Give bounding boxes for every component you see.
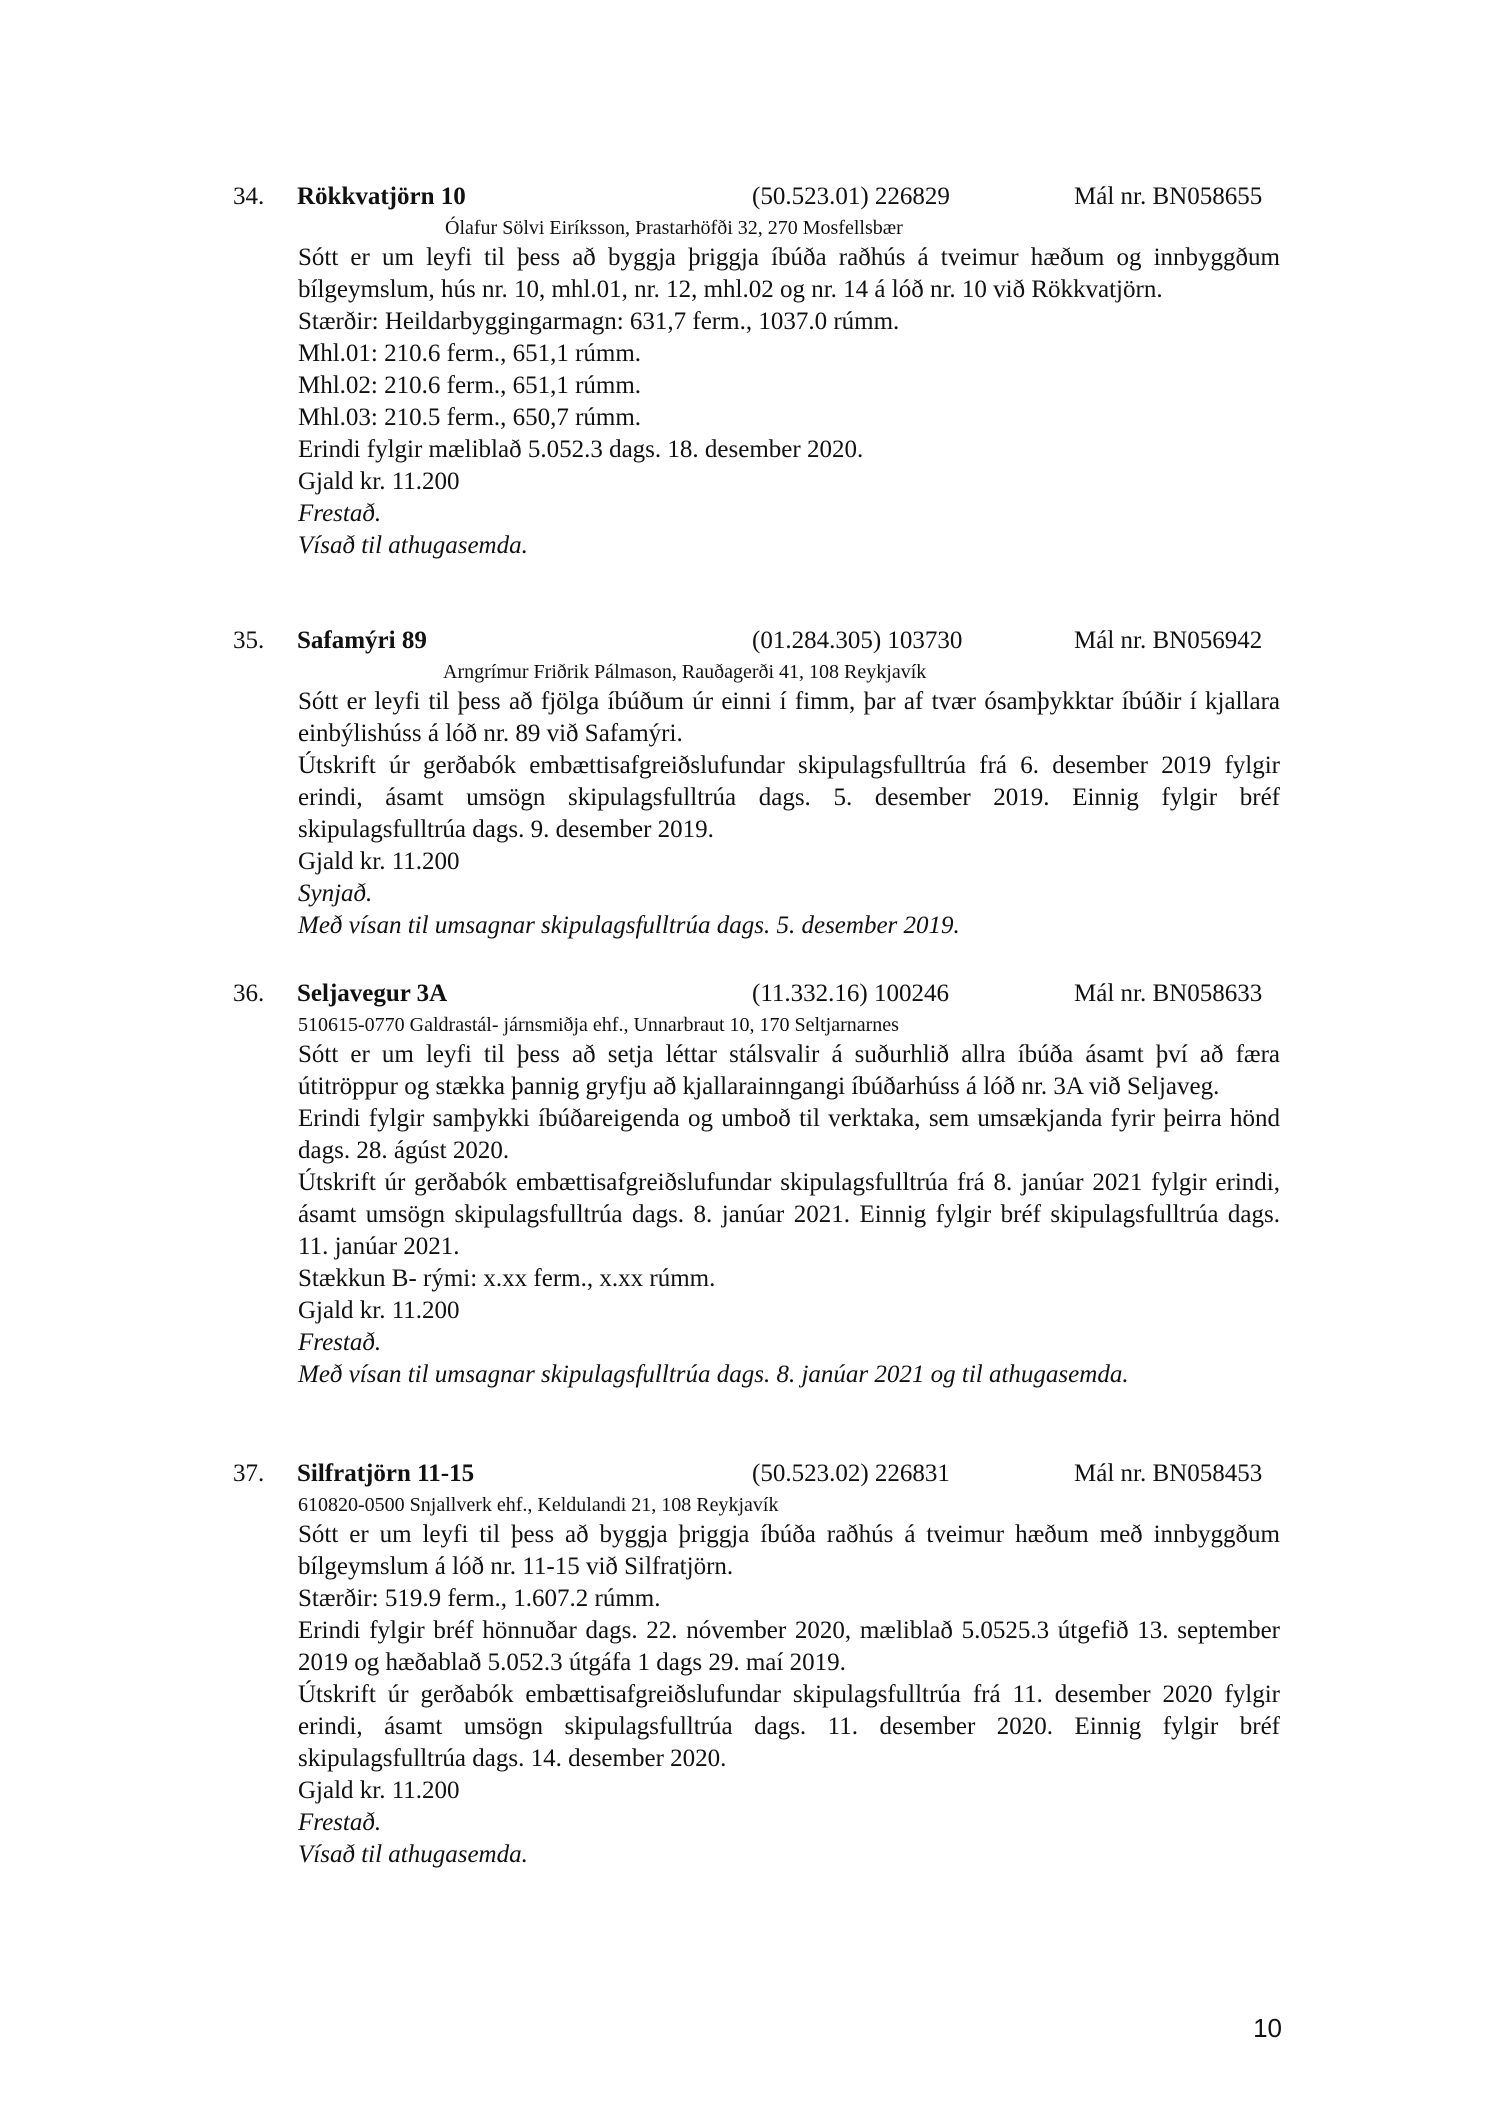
entry-paragraph: Mhl.02: 210.6 ferm., 651,1 rúmm.	[298, 372, 642, 399]
entry-header	[0, 624, 1500, 658]
entry-title: Safamýri 89	[297, 627, 427, 654]
entry-title: Rökkvatjörn 10	[297, 183, 466, 210]
entry-case-number: Mál nr. BN058655	[1074, 183, 1263, 210]
entry-number: 34.	[233, 183, 265, 210]
entry-paragraph: Útskrift úr gerðabók embættisafgreiðslufundar skipulagsfulltrúa frá 11. desember 2020 fylgir erindi, ásamt umsögn skipulagsfulltrúa dags. 11. desember 2020. Einnig fylgir bréf skipulagsfulltrúa dags. 14. desember 2020.	[298, 1681, 1280, 1772]
entry-paragraph: Gjald kr. 11.200	[298, 1297, 460, 1324]
entry-applicant	[0, 658, 1500, 686]
agenda-entry	[0, 624, 1500, 942]
entry-paragraph: Erindi fylgir samþykki íbúðareigenda og umboð til verktaka, sem umsækjanda fyrir þeirra hönd dags. 28. ágúst 2020.	[298, 1105, 1280, 1164]
entry-number: 35.	[233, 627, 265, 654]
entry-reference: (11.332.16) 100246	[752, 980, 949, 1007]
entry-paragraph: Erindi fylgir bréf hönnuðar dags. 22. nóvember 2020, mæliblað 5.0525.3 útgefið 13. september 2019 og hæðablað 5.052.3 útgáfa 1 dags 29. maí 2019.	[298, 1617, 1280, 1676]
entry-reference: (50.523.02) 226831	[752, 1460, 950, 1487]
entry-paragraph: Stærðir: 519.9 ferm., 1.607.2 rúmm.	[298, 1585, 661, 1612]
entry-decision-note: Vísað til athugasemda.	[298, 532, 528, 559]
entry-header	[0, 1457, 1500, 1491]
entry-applicant	[0, 1491, 1500, 1519]
page-number: 10	[1253, 2013, 1282, 2043]
entry-paragraph: Erindi fylgir mæliblað 5.052.3 dags. 18. desember 2020.	[298, 436, 864, 463]
applicant-text: Ólafur Sölvi Eiríksson, Þrastarhöfði 32, 270 Mosfellsbær	[445, 217, 903, 239]
entry-paragraph: Stækkun B- rými: x.xx ferm., x.xx rúmm.	[298, 1265, 716, 1292]
entry-case-number: Mál nr. BN056942	[1074, 627, 1263, 654]
entry-applicant	[0, 214, 1500, 242]
entry-number: 37.	[233, 1460, 265, 1487]
entry-header	[0, 977, 1500, 1011]
agenda-entry	[0, 180, 1500, 562]
entry-number: 36.	[233, 980, 265, 1007]
entry-paragraph: Mhl.01: 210.6 ferm., 651,1 rúmm.	[298, 340, 642, 367]
entry-decision-note: Vísað til athugasemda.	[298, 1841, 528, 1868]
entry-header	[0, 180, 1500, 214]
entry-paragraph: Gjald kr. 11.200	[298, 1777, 460, 1804]
applicant-text: 610820-0500 Snjallverk ehf., Keldulandi 21, 108 Reykjavík	[298, 1494, 779, 1516]
entry-title: Silfratjörn 11-15	[297, 1460, 475, 1487]
applicant-text: Arngrímur Friðrik Pálmason, Rauðagerði 41, 108 Reykjavík	[443, 661, 927, 683]
entry-reference: (50.523.01) 226829	[752, 183, 950, 210]
entry-body	[298, 686, 1280, 942]
entry-paragraph: Sótt er leyfi til þess að fjölga íbúðum úr einni í fimm, þar af tvær ósamþykktar íbúðir í kjallara einbýlishúss á lóð nr. 89 við Safamýri.	[298, 688, 1280, 747]
entry-paragraph: Sótt er um leyfi til þess að setja léttar stálsvalir á suðurhlið allra íbúða ásamt því að færa útitröppur og stækka þannig gryfju að kjallarainngangi íbúðarhúss á lóð nr. 3A við Seljaveg.	[298, 1041, 1280, 1100]
entry-paragraph: Gjald kr. 11.200	[298, 468, 460, 495]
agenda-entry	[0, 977, 1500, 1391]
entry-decision-note: Með vísan til umsagnar skipulagsfulltrúa dags. 5. desember 2019.	[298, 912, 960, 939]
applicant-text: 510615-0770 Galdrastál- járnsmiðja ehf., Unnarbraut 10, 170 Seltjarnarnes	[298, 1014, 899, 1036]
entry-case-number: Mál nr. BN058453	[1074, 1460, 1263, 1487]
entry-applicant	[0, 1011, 1500, 1039]
entry-paragraph: Sótt er um leyfi til þess að byggja þriggja íbúða raðhús á tveimur hæðum og innbyggðum bílgeymslum, hús nr. 10, mhl.01, nr. 12, mhl.02 og nr. 14 á lóð nr. 10 við Rökkvatjörn.	[298, 244, 1280, 303]
entry-decision: Synjað.	[298, 880, 373, 907]
entry-decision: Frestað.	[298, 1329, 382, 1356]
agenda-entry	[0, 1457, 1500, 1871]
entry-decision: Frestað.	[298, 500, 382, 527]
entry-paragraph: Sótt er um leyfi til þess að byggja þriggja íbúða raðhús á tveimur hæðum með innbyggðum bílgeymslum á lóð nr. 11-15 við Silfratjörn.	[298, 1521, 1280, 1580]
entry-paragraph: Stærðir: Heildarbyggingarmagn: 631,7 ferm., 1037.0 rúmm.	[298, 308, 900, 335]
entry-decision: Frestað.	[298, 1809, 382, 1836]
entry-reference: (01.284.305) 103730	[752, 627, 963, 654]
entry-paragraph: Gjald kr. 11.200	[298, 848, 460, 875]
entry-decision-note: Með vísan til umsagnar skipulagsfulltrúa dags. 8. janúar 2021 og til athugasemda.	[298, 1361, 1129, 1388]
entry-paragraph: Útskrift úr gerðabók embættisafgreiðslufundar skipulagsfulltrúa frá 8. janúar 2021 fylgir erindi, ásamt umsögn skipulagsfulltrúa dags. 8. janúar 2021. Einnig fylgir bréf skipulagsfulltrúa dags. 11. janúar 2021.	[298, 1169, 1280, 1260]
entry-body	[298, 1039, 1280, 1391]
entry-body	[298, 242, 1280, 562]
entry-paragraph: Mhl.03: 210.5 ferm., 650,7 rúmm.	[298, 404, 642, 431]
entry-paragraph: Útskrift úr gerðabók embættisafgreiðslufundar skipulagsfulltrúa frá 6. desember 2019 fylgir erindi, ásamt umsögn skipulagsfulltrúa dags. 5. desember 2019. Einnig fylgir bréf skipulagsfulltrúa dags. 9. desember 2019.	[298, 752, 1280, 843]
entry-body	[298, 1519, 1280, 1871]
entry-title: Seljavegur 3A	[297, 980, 448, 1007]
entry-case-number: Mál nr. BN058633	[1074, 980, 1263, 1007]
